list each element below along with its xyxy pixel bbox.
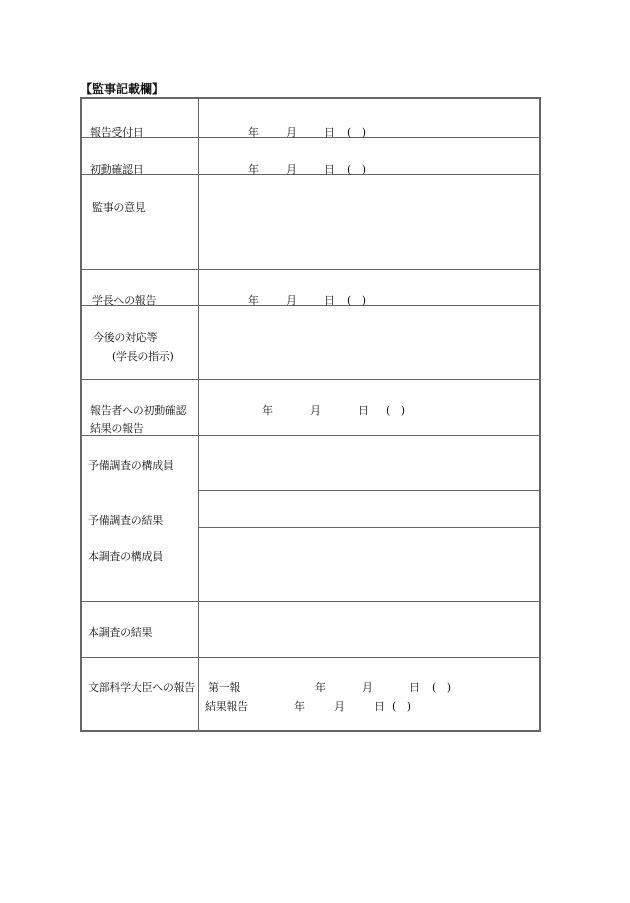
label-future-response: 今後の対応等 xyxy=(93,331,158,344)
row-divider xyxy=(82,269,539,270)
auditor-opinion-field[interactable] xyxy=(199,175,539,269)
label-first-check-date: 初動確認日 xyxy=(90,163,144,176)
label-main-members: 本調査の構成員 xyxy=(88,550,163,563)
label-prelim-result: 予備調査の結果 xyxy=(88,514,163,527)
section-heading: 【監事記載欄】 xyxy=(80,82,165,96)
main-result-field[interactable] xyxy=(199,602,539,657)
label-reporter-initial-check: 報告者への初動確認 xyxy=(90,404,187,417)
label-auditor-opinion: 監事の意見 xyxy=(92,201,146,214)
label-president-report: 学長への報告 xyxy=(92,294,157,307)
row-divider xyxy=(82,379,539,380)
auditor-form-table: 報告受付日 年 月 日 ( ) 初動確認日 年 月 日 ( ) 監事の意見 学長への報告 年 月 日 ( ) 今後の対応等 (学長の指示) 報告者への初動確認 結果の報告 年 月 日 ( ) 予備調査の構成員 予備調査の結果 本調査の構成員 本調査の結果 文部科学大臣への報告 第一報 年 月 日 ( ) 結果報告 年 月 日 ( ) xyxy=(80,97,541,732)
prelim-result-field[interactable] xyxy=(199,491,539,527)
row-divider xyxy=(82,137,539,138)
label-prelim-members: 予備調査の構成員 xyxy=(88,459,174,472)
label-result-report: 結果の報告 xyxy=(90,422,144,435)
future-response-field[interactable] xyxy=(199,306,539,379)
label-main-result: 本調査の結果 xyxy=(88,626,153,639)
label-minister-report: 文部科学大臣への報告 xyxy=(88,681,195,694)
row-divider xyxy=(82,657,539,658)
main-members-field[interactable] xyxy=(199,528,539,601)
label-report-receipt-date: 報告受付日 xyxy=(90,126,144,139)
prelim-members-field[interactable] xyxy=(199,436,539,490)
label-president-instruction: (学長の指示) xyxy=(112,350,174,363)
